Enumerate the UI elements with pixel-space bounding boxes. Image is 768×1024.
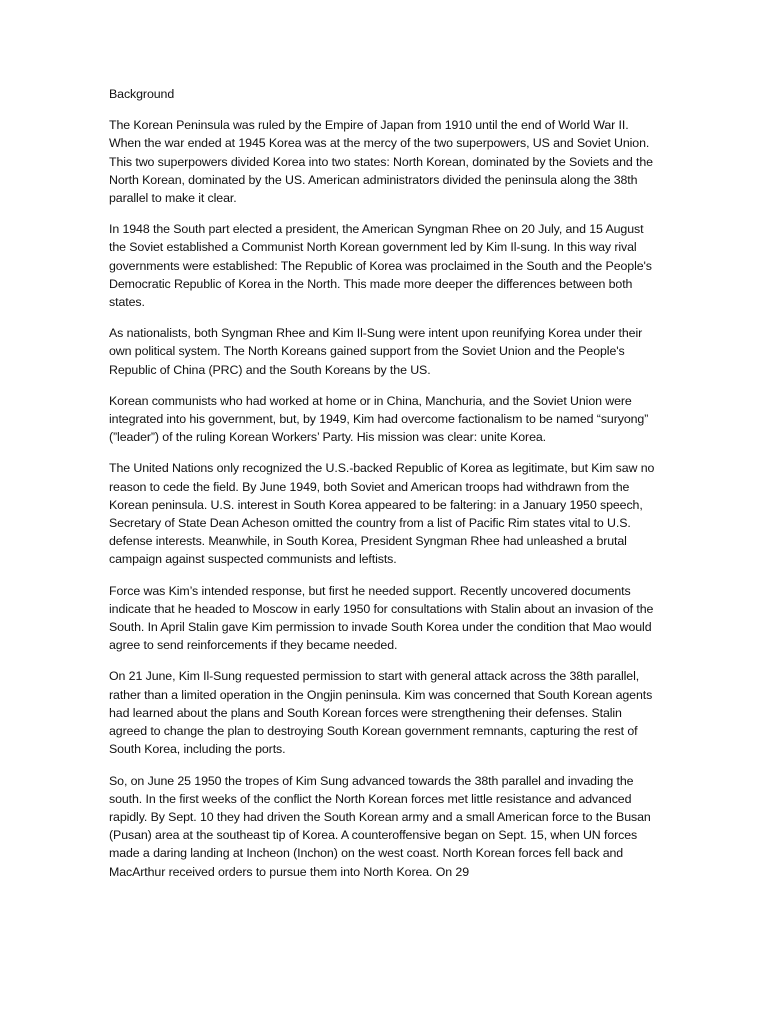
paragraph-nationalists: As nationalists, both Syngman Rhee and Kim Il-Sung were intent upon reunifying Korea under their own political system. The North Koreans gained support from the Soviet Union and the People's Republic of China (PRC) and the South Koreans by the US. <box>109 326 643 377</box>
paragraph-rival-governments: In 1948 the South part elected a president, the American Syngman Rhee on 20 July, and 15 August the Soviet established a Communist North Korean government led by Kim Il-sung. In this way rival governments were established: The Republic of Korea was proclaimed in the South and the People's Democratic Republic of Korea in the North. This made more deeper the differences between both states. <box>109 222 652 310</box>
paragraph-japanese-rule: The Korean Peninsula was ruled by the Empire of Japan from 1910 until the end of World War II. When the war ended at 1945 Korea was at the mercy of the two superpowers, US and Soviet Union. This two superpowers divided Korea into two states: North Korean, dominated by the Soviets and the North Korean, dominated by the US. American administrators divided the peninsula along the 38th parallel to make it clear. <box>109 118 653 206</box>
document-body <box>109 85 661 894</box>
section-heading: Background <box>109 87 175 101</box>
paragraph-korean-communists: Korean communists who had worked at home or in China, Manchuria, and the Soviet Union were integrated into his government, but, by 1949, Kim had overcome factionalism to be named “suryong” (”leader”) of the ruling Korean Workers’ Party. His mission was clear: unite Korea. <box>109 393 649 445</box>
paragraph-stalin-support: Force was Kim’s intended response, but first he needed support. Recently uncovered documents indicate that he headed to Moscow in early 1950 for consultations with Stalin about an invasion of the South. In April Stalin gave Kim permission to invade South Korea under the condition that Mao would agree to send reinforcements if they became needed. <box>109 583 654 653</box>
paragraph-united-nations: The United Nations only recognized the U.S.-backed Republic of Korea as legitimate, but Kim saw no reason to cede the field. By June 1949, both Soviet and American troops had withdrawn from the Korean peninsula. U.S. interest in South Korea appeared to be faltering: in a January 1950 speech, Secretary of State Dean Acheson omitted the country from a list of Pacific Rim states vital to U.S. defense interests. Meanwhile, in South Korea, President Syngman Rhee had unleashed a brutal campaign against suspected communists and leftists. <box>109 461 655 567</box>
paragraph-invasion: So, on June 25 1950 the tropes of Kim Sung advanced towards the 38th parallel and invading the south. In the first weeks of the conflict the North Korean forces met little resistance and advanced rapidly. By Sept. 10 they had driven the South Korean army and a small American force to the Busan (Pusan) area at the southeast tip of Korea. A counteroffensive began on Sept. 15, when UN forces made a daring landing at Incheon (Inchon) on the west coast. North Korean forces fell back and MacArthur received orders to pursue them into North Korea. On 29 <box>109 773 651 879</box>
paragraph-attack-plan: On 21 June, Kim Il-Sung requested permission to start with general attack across the 38th parallel, rather than a limited operation in the Ongjin peninsula. Kim was concerned that South Korean agents had learned about the plans and South Korean forces were strengthening their defenses. Stalin agreed to change the plan to destroying South Korean government remnants, capturing the rest of South Korea, including the ports. <box>109 669 653 757</box>
